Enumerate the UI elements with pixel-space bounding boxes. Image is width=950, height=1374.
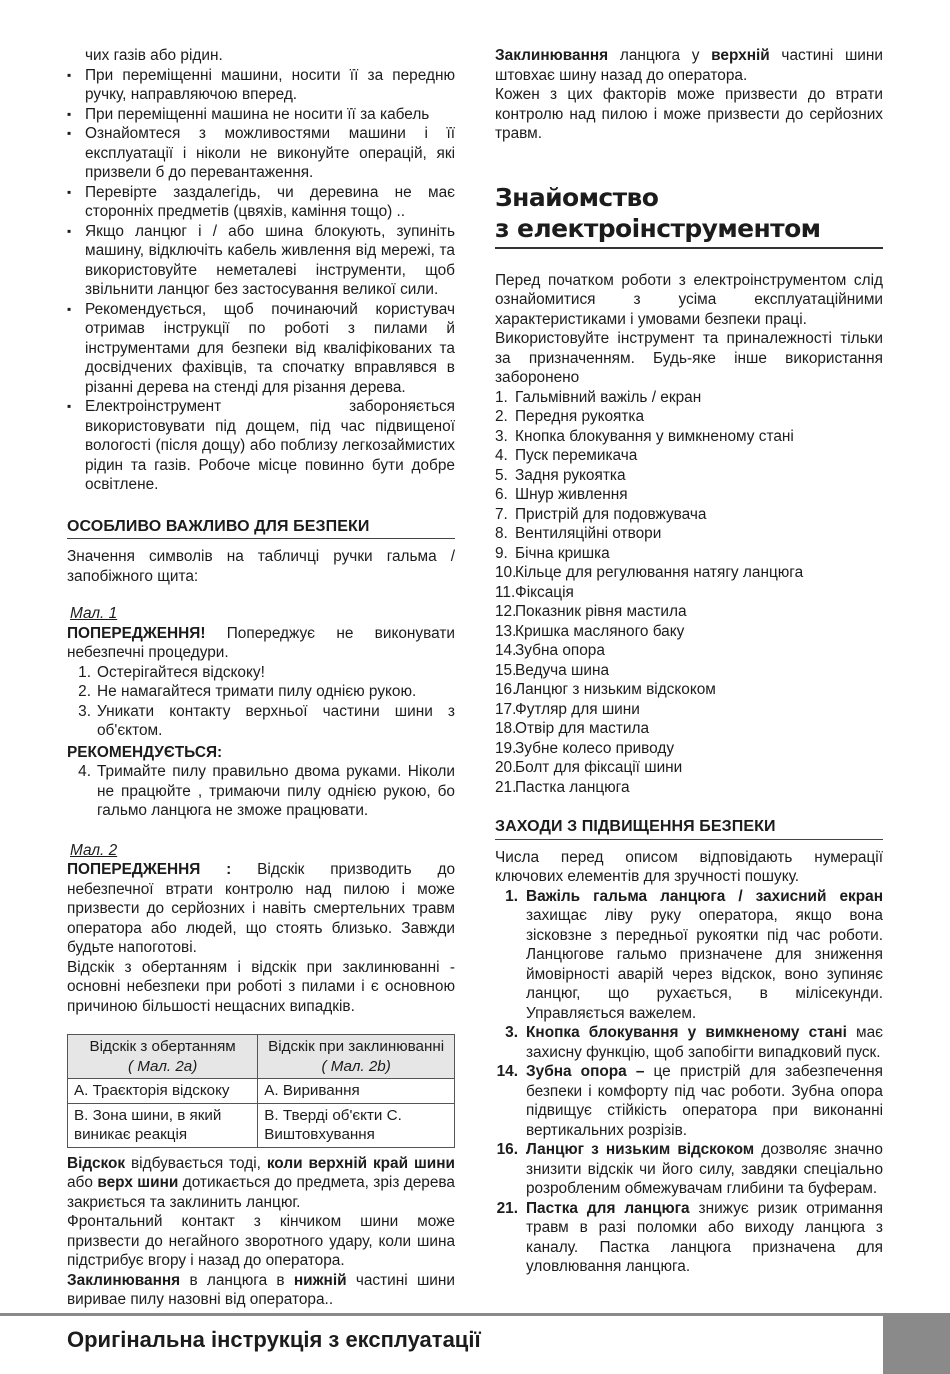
table-header [68, 1035, 258, 1079]
list-item [495, 485, 883, 505]
list-item [495, 739, 883, 759]
item-number: 7. [495, 505, 508, 523]
list-item [495, 446, 883, 466]
kickback-paragraph [67, 1154, 455, 1213]
list-item: ▪ Перевірте заздалегідь, чи деревина не має сторонніх предметів (цвяхів, каміння тощо) .. [67, 183, 455, 222]
list-item [495, 641, 883, 661]
item-text: Зубне колесо приводу [515, 739, 675, 757]
bold-term: верхній [711, 47, 770, 64]
header-figure: ( Мал. 2a) [127, 1057, 198, 1075]
text-run: знижує ризик отримання травм в разі поломки або виходу ланцюга з каналу. Пастка ланцюга призначена для уловлювання ланцюга. [526, 1199, 883, 1275]
list-item [495, 1023, 883, 1062]
item-number: 20. [495, 759, 517, 776]
list-item: ▪ При переміщенні машини, носити її за передню ручку, направляючою вперед. [67, 66, 455, 105]
text-run: має захисну функцію, щоб запобігти випадковий пуск. [526, 1024, 883, 1061]
text-run: дотикається до предмета, зріз дерева закриється та заклинить ланцюг. [67, 1174, 455, 1211]
list-item: ▪ Електроінструмент забороняється використовувати під дощем, під час підвищеної вологості (після дощу) або поблизу легкозаймистих рідин та газів. Робоче місце повинно бути добре освітлене. [67, 397, 455, 495]
item-number: 13. [495, 622, 517, 640]
item-text: Не намагайтеся тримати пилу однією рукою. [97, 683, 417, 700]
text-run: або [67, 1174, 98, 1191]
right-column [495, 46, 883, 1277]
frontal-contact-paragraph: Фронтальний контакт з кінчиком шини може призвести до негайного зворотного удару, коли шина підстрибує вгору і назад до оператора. [67, 1213, 455, 1269]
figure-2-ref: Мал. 2 [70, 841, 118, 859]
bold-term: Важіль гальма ланцюга / захисний екран [526, 887, 883, 905]
bold-term: Заклинювання [495, 47, 609, 64]
list-item [495, 1062, 883, 1140]
table-row [68, 1103, 455, 1147]
recommend-heading: РЕКОМЕНДУЄТЬСЯ: [67, 743, 223, 761]
item-number: 4. [78, 763, 91, 780]
list-item [67, 762, 455, 821]
item-text: Уникати контакту верхньої частини шини з об'єктом. [97, 702, 455, 739]
table-cell: A. Траєкторія відскоку [68, 1079, 258, 1104]
item-text: Фіксація [515, 583, 574, 601]
title-line-1: Знайомство [495, 182, 659, 212]
recommend-list [67, 762, 455, 821]
list-item [495, 622, 883, 642]
bold-term: нижній [293, 1271, 347, 1289]
item-text: Пристрій для подовжувача [515, 505, 707, 523]
measures-heading: ЗАХОДИ З ПІДВИЩЕННЯ БЕЗПЕКИ [495, 817, 883, 840]
item-text: Пастка ланцюга [515, 778, 630, 796]
header-title: Відскік при заклинюванні [268, 1038, 445, 1055]
footer-divider [0, 1313, 950, 1316]
text-run: дозволяє значно знизити відскік чи його силу, завдяки спеціально розробленим обмежувачам глибини та буферам. [526, 1141, 883, 1197]
list-item [495, 407, 883, 427]
item-number: 19. [495, 739, 517, 757]
features-list [495, 887, 883, 1277]
pinch-top-paragraph [495, 46, 883, 85]
item-text [526, 1140, 883, 1199]
item-text: Бічна кришка [515, 544, 610, 562]
warning-label: ПОПЕРЕДЖЕННЯ : [67, 861, 232, 878]
list-item [67, 663, 455, 683]
table-row [68, 1079, 455, 1104]
list-item: ▪ Рекомендується, щоб починаючий користувач отримав інструкції по роботі з пилами й інструментами для безпеки від кваліфікованих та досвідчених фахівців, та спочатку вправлявся в різанні дерева на стенді для різання дерева. [67, 300, 455, 398]
text-run: це пристрій для забезпечення безпеки і комфорту під час роботи. Зубна опора підвищує стійкість оператора при виконанні вертикальних розрізів. [526, 1063, 883, 1139]
bold-term: Відскок [67, 1154, 126, 1172]
table-cell: B. Зона шини, в який виникає реакція [68, 1103, 258, 1147]
text-run: захищає ліву руку оператора, якщо вона зісковзне з передньої рукоятки під час роботи. Ланцюгове гальмо призначене для зниження ймовірності аварій через відскок, воно зупиняє ланцюг, що рухається, в мілісекунди. Управляється важелем. [526, 907, 883, 1022]
footer-title: Оригінальна інструкція з експлуатації [67, 1327, 481, 1352]
bold-term: Ланцюг з низьким відскоком [526, 1141, 755, 1158]
item-text: Остерігайтеся відскоку! [97, 663, 265, 681]
item-text: Шнур живлення [515, 486, 628, 503]
warning-text: Відскік призводить до небезпечної втрати контролю над пилою і може призвести до серйозних і навіть смертельних травм оператора або людей, що стоять близько. Завжди будьте напоготові. [67, 861, 456, 956]
item-number: 18. [495, 720, 517, 737]
list-item [495, 680, 883, 700]
item-number: 3. [78, 702, 91, 720]
item-number: 15. [495, 661, 517, 679]
item-number: 16. [496, 1141, 518, 1158]
text-run: в ланцюга в [180, 1271, 294, 1289]
list-item: ▪ При переміщенні машина не носити її за кабель [67, 105, 455, 125]
item-text: Отвір для мастила [515, 720, 650, 737]
list-item [495, 563, 883, 583]
bold-term: Зубна опора – [526, 1063, 645, 1080]
item-number: 3. [505, 1024, 518, 1041]
item-number: 5. [495, 466, 508, 484]
list-item [495, 388, 883, 408]
table-cell: B. Тверді об'єкти C. Виштовхування [258, 1103, 455, 1147]
section-title [495, 182, 883, 249]
list-item [495, 758, 883, 778]
warning-1 [67, 624, 455, 663]
item-number: 11. [495, 583, 516, 601]
list-item [67, 682, 455, 702]
item-text: Кришка масляного баку [515, 622, 685, 640]
item-text: Зубна опора [515, 642, 605, 659]
list-item [495, 719, 883, 739]
warning-list [67, 663, 455, 741]
item-text: Кільце для регулювання натягу ланцюга [515, 564, 804, 581]
item-text: Показник рівня мастила [515, 603, 687, 620]
warning-label: ПОПЕРЕДЖЕННЯ! [67, 624, 206, 642]
item-text: Задня рукоятка [515, 466, 626, 484]
list-item [67, 702, 455, 741]
item-text [526, 887, 883, 1024]
item-text: Болт для фіксації шини [515, 759, 683, 776]
page-tab [883, 1316, 950, 1374]
item-number: 2. [495, 408, 508, 425]
list-item: ▪ Якщо ланцюг і / або шина блокують, зупиніть машину, відключіть кабель живлення від мережі, та використовуйте неметалеві інструменти, щоб звільнити ланцюг без застосування великої сили. [67, 222, 455, 300]
text-run: частині шини штовхає шину назад до оператора. [495, 47, 883, 84]
list-item [495, 1199, 883, 1277]
text-run: ланцюга у [608, 47, 712, 64]
header-figure: ( Мал. 2b) [321, 1057, 391, 1075]
list-item [495, 505, 883, 525]
safety-heading: ОСОБЛИВО ВАЖЛИВО ДЛЯ БЕЗПЕКИ [67, 517, 455, 540]
list-item [495, 583, 883, 603]
factors-paragraph: Кожен з цих факторів може призвести до втрати контролю над пилою і може призвести до серйозних травм. [495, 86, 883, 142]
continuation-text: чих газів або рідин. [85, 47, 223, 64]
figure-1-ref: Мал. 1 [70, 605, 118, 622]
item-number: 9. [495, 544, 508, 562]
item-number: 14. [495, 642, 517, 659]
warning-text: Попереджує не виконувати небезпечні процедури. [67, 624, 455, 661]
item-number: 8. [495, 525, 508, 542]
table-cell: A. Виривання [258, 1079, 455, 1104]
item-number: 21. [495, 778, 517, 796]
header-title: Відскік з обертанням [89, 1038, 236, 1055]
item-text: Футляр для шини [515, 700, 640, 718]
list-item: ▪ Ознайомтеся з можливостями машини і її експлуатації і ніколи не виконуйте операцій, які призвели б до перевантаження. [67, 124, 455, 183]
parts-list [495, 388, 883, 798]
item-number: 10. [495, 564, 517, 581]
list-item [495, 427, 883, 447]
item-number: 14. [496, 1063, 518, 1080]
item-number: 4. [495, 447, 508, 464]
item-text [526, 1199, 883, 1277]
item-text: Гальмівний важіль / екран [515, 388, 702, 406]
table-header [258, 1035, 455, 1079]
item-number: 1. [495, 388, 508, 406]
list-item [495, 887, 883, 1024]
kickback-table [67, 1034, 455, 1148]
list-item [495, 778, 883, 798]
list-item [495, 1140, 883, 1199]
item-text: Тримайте пилу правильно двома руками. Ніколи не працюйте , тримаючи пилу однією рукою, бо гальмо ланцюга не зможе працювати. [97, 763, 455, 819]
list-item [495, 524, 883, 544]
item-text [526, 1023, 883, 1062]
item-number: 16. [495, 681, 517, 698]
title-underline [495, 247, 883, 249]
safety-bullet-list [67, 66, 455, 495]
bold-term: Кнопка блокування у вимкненому стані [526, 1024, 847, 1041]
item-text: Пуск перемикача [515, 447, 638, 464]
item-number: 12. [495, 603, 517, 620]
item-text: Передня рукоятка [515, 408, 645, 425]
item-number: 3. [495, 427, 508, 445]
item-text: Ведуча шина [515, 661, 610, 679]
item-number: 2. [78, 683, 91, 700]
list-item [495, 544, 883, 564]
item-number: 6. [495, 486, 508, 503]
kickback-intro: Відскік з обертанням і відскік при заклинюванні - основні небезпеки при роботі з пилами і є основною причиною більшості нещасних випадків. [67, 958, 455, 1015]
bold-term: Заклинювання [67, 1271, 181, 1289]
list-item [495, 466, 883, 486]
bold-term: верх шини [97, 1174, 179, 1191]
item-number: 17. [495, 700, 517, 718]
bold-term: коли верхній край шини [266, 1154, 455, 1172]
left-column [67, 46, 455, 1310]
list-item [495, 700, 883, 720]
item-text: Кнопка блокування у вимкненому стані [515, 427, 794, 445]
text-run: частині шини виривае пилу назовні від оператора.. [67, 1271, 455, 1308]
warning-2 [67, 860, 455, 958]
bold-term: Пастка для ланцюга [526, 1199, 690, 1217]
measures-intro: Числа перед описом відповідають нумерації ключових елементів для зручності пошуку. [495, 848, 883, 885]
list-item [495, 602, 883, 622]
item-number: 1. [505, 887, 518, 905]
item-number: 1. [78, 663, 91, 681]
item-text: Вентиляційні отвори [515, 525, 662, 542]
title-line-2: з електроінструментом [495, 213, 821, 243]
intro-paragraph-1: Перед початком роботи з електроінструментом слід ознайомитися з усіма експлуатаційними характеристиками і умовами безпеки праці. [495, 271, 883, 328]
symbols-intro: Значення символів на табличці ручки гальма / запобіжного щита: [67, 548, 455, 585]
item-number: 21. [496, 1199, 518, 1217]
text-run: відбувається тоді, [125, 1154, 267, 1172]
list-item [495, 661, 883, 681]
pinch-bottom-paragraph [67, 1271, 455, 1310]
item-text: Ланцюг з низьким відскоком [515, 681, 716, 698]
item-text [526, 1062, 883, 1140]
intro-paragraph-2: Використовуйте інструмент та приналежності тільки за призначенням. Будь-яке інше використання заборонено [495, 330, 883, 386]
